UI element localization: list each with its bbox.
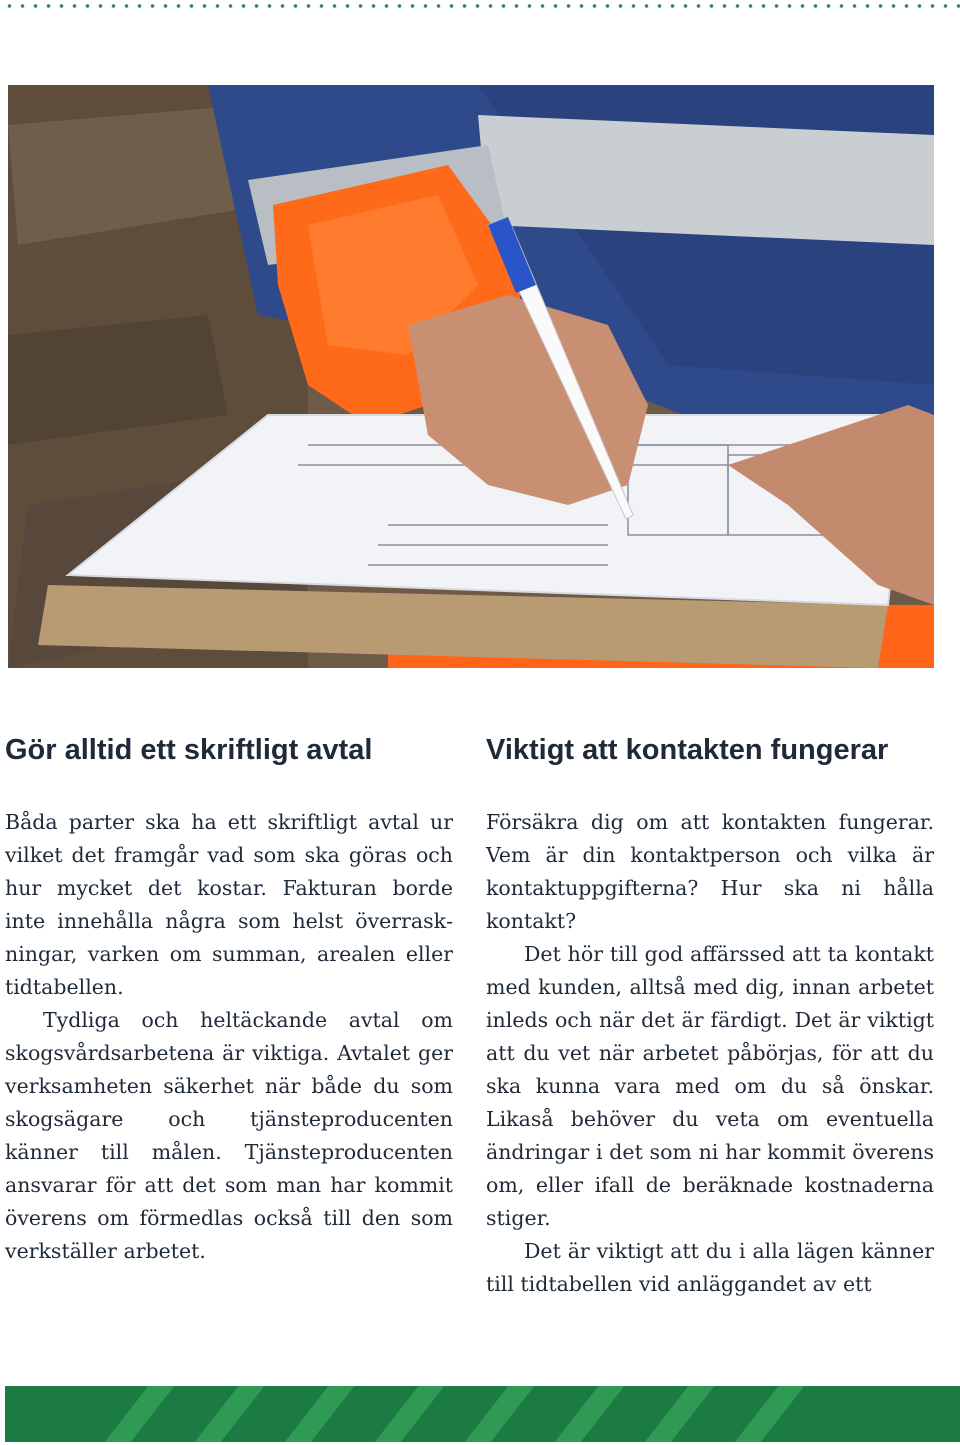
- footer-stripe-band: [5, 1386, 960, 1442]
- left-heading: Gör alltid ett skriftligt avtal: [5, 734, 373, 766]
- left-paragraph-1: Båda parter ska ha ett skriftligt avtal ur vilket det framgår vad som ska göras och hur mycket det kostar. Fakturan borde inte innehålla några som helst överraskningar, varken om summan, arealen eller tidtabellen.: [5, 810, 453, 999]
- right-paragraph-2: Det hör till god affärssed att ta kontakt med kunden, alltså med dig, innan arbetet inleds och när det är färdigt. Det är viktigt att du vet när arbetet påbörjas, för att du ska kunna vara med om du så önskar. Likaså behöver du veta om eventuella ändringar i det som ni har kommit överens om, eller ifall de beräknade kostnaderna stiger.: [486, 942, 934, 1230]
- right-paragraph-1: Försäkra dig om att kontakten fungerar. Vem är din kontaktperson och vilka är kontaktuppgifterna? Hur ska ni hålla kontakt?: [486, 810, 934, 933]
- photo-hand-writing-contract: [8, 85, 934, 668]
- right-heading: Viktigt att kontakten fungerar: [486, 734, 889, 766]
- right-paragraph-3: Det är viktigt att du i alla lägen känner till tidtabellen vid anläggandet av ett: [486, 1239, 934, 1296]
- left-paragraph-2: Tydliga och heltäckande avtal om skogsvårdsarbetena är viktiga. Avtalet ger verksamheten säkerhet när både du som skogsägare och tjänsteproducenten känner till målen. Tjänsteproducenten ansvarar för att det som man har kommit överens om förmedlas också till den som verkställer arbetet.: [5, 1008, 453, 1263]
- right-column: [486, 730, 934, 1301]
- dotted-top-border: [0, 2, 960, 10]
- left-column: [5, 730, 453, 1268]
